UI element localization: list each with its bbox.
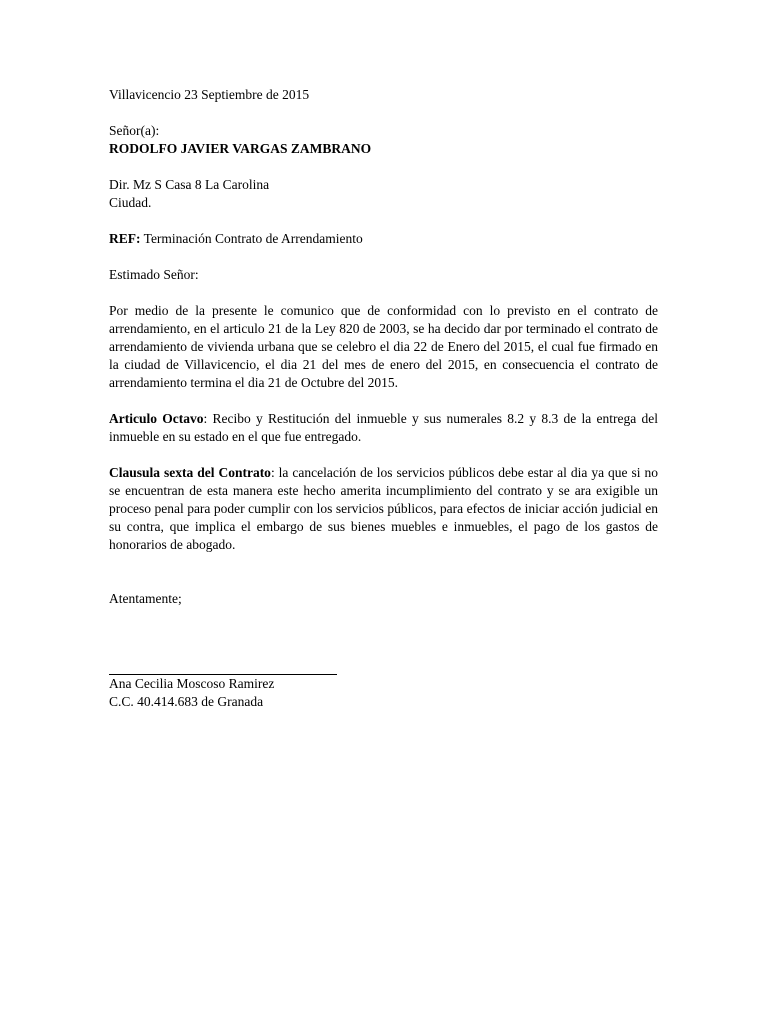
spacer bbox=[109, 392, 658, 410]
spacer bbox=[109, 158, 658, 176]
signer-id: C.C. 40.414.683 de Granada bbox=[109, 694, 264, 709]
ref-label: REF: bbox=[109, 231, 141, 246]
paragraph-termination: Por medio de la presente le comunico que de conformidad con lo previsto en el contrato de arrendamiento, en el articulo 21 de la Ley 820 de 2003, se ha decido dar por terminado el contrato de arrendamiento de vivienda urbana que se celebro el dia 22 de Enero del 2015, el cual fue firmado en la ciudad de Villavicencio, el dia 21 del mes de enero del 2015, en consecuencia el contrato de arrendamiento termina el dia 21 de Octubre del 2015. bbox=[109, 303, 658, 390]
paragraph-clausula-sexta bbox=[109, 464, 658, 554]
spacer bbox=[109, 248, 658, 266]
spacer bbox=[109, 212, 658, 230]
spacer bbox=[109, 446, 658, 464]
ref-text: Terminación Contrato de Arrendamiento bbox=[143, 231, 363, 246]
reference-line bbox=[109, 230, 658, 248]
greeting: Estimado Señor: bbox=[109, 267, 199, 282]
signer-name: Ana Cecilia Moscoso Ramirez bbox=[109, 676, 275, 691]
spacer bbox=[109, 554, 658, 572]
city-line: Ciudad. bbox=[109, 195, 152, 210]
clausula-sexta-label: Clausula sexta del Contrato bbox=[109, 465, 271, 480]
address-line: Dir. Mz S Casa 8 La Carolina bbox=[109, 177, 270, 192]
articulo-octavo-label: Articulo Octavo bbox=[109, 411, 204, 426]
clausula-sexta-text: : la cancelación de los servicios públicos debe estar al dia ya que si no se encuentran de esta manera este hecho amerita incumplimiento del contrato y se ara exigible un proceso penal para poder cumplir con los servicios públicos, para efectos de iniciar acción judicial en su contra, que implica el embargo de sus bienes muebles e inmuebles, el pago de los gastos de honorarios de abogado. bbox=[109, 465, 658, 552]
articulo-octavo-text: : Recibo y Restitución del inmueble y sus numerales 8.2 y 8.3 de la entrega del inmueble en su estado en el que fue entregado. bbox=[109, 411, 658, 444]
paragraph-articulo-octavo bbox=[109, 410, 658, 446]
closing: Atentamente; bbox=[109, 591, 182, 606]
date-line: Villavicencio 23 Septiembre de 2015 bbox=[109, 87, 310, 102]
spacer bbox=[109, 104, 658, 122]
salutation-prefix: Señor(a): bbox=[109, 123, 160, 138]
spacer bbox=[109, 284, 658, 302]
spacer bbox=[109, 572, 658, 590]
letter-body bbox=[109, 86, 658, 711]
signature-line bbox=[109, 662, 337, 675]
recipient-name: RODOLFO JAVIER VARGAS ZAMBRANO bbox=[109, 141, 372, 156]
